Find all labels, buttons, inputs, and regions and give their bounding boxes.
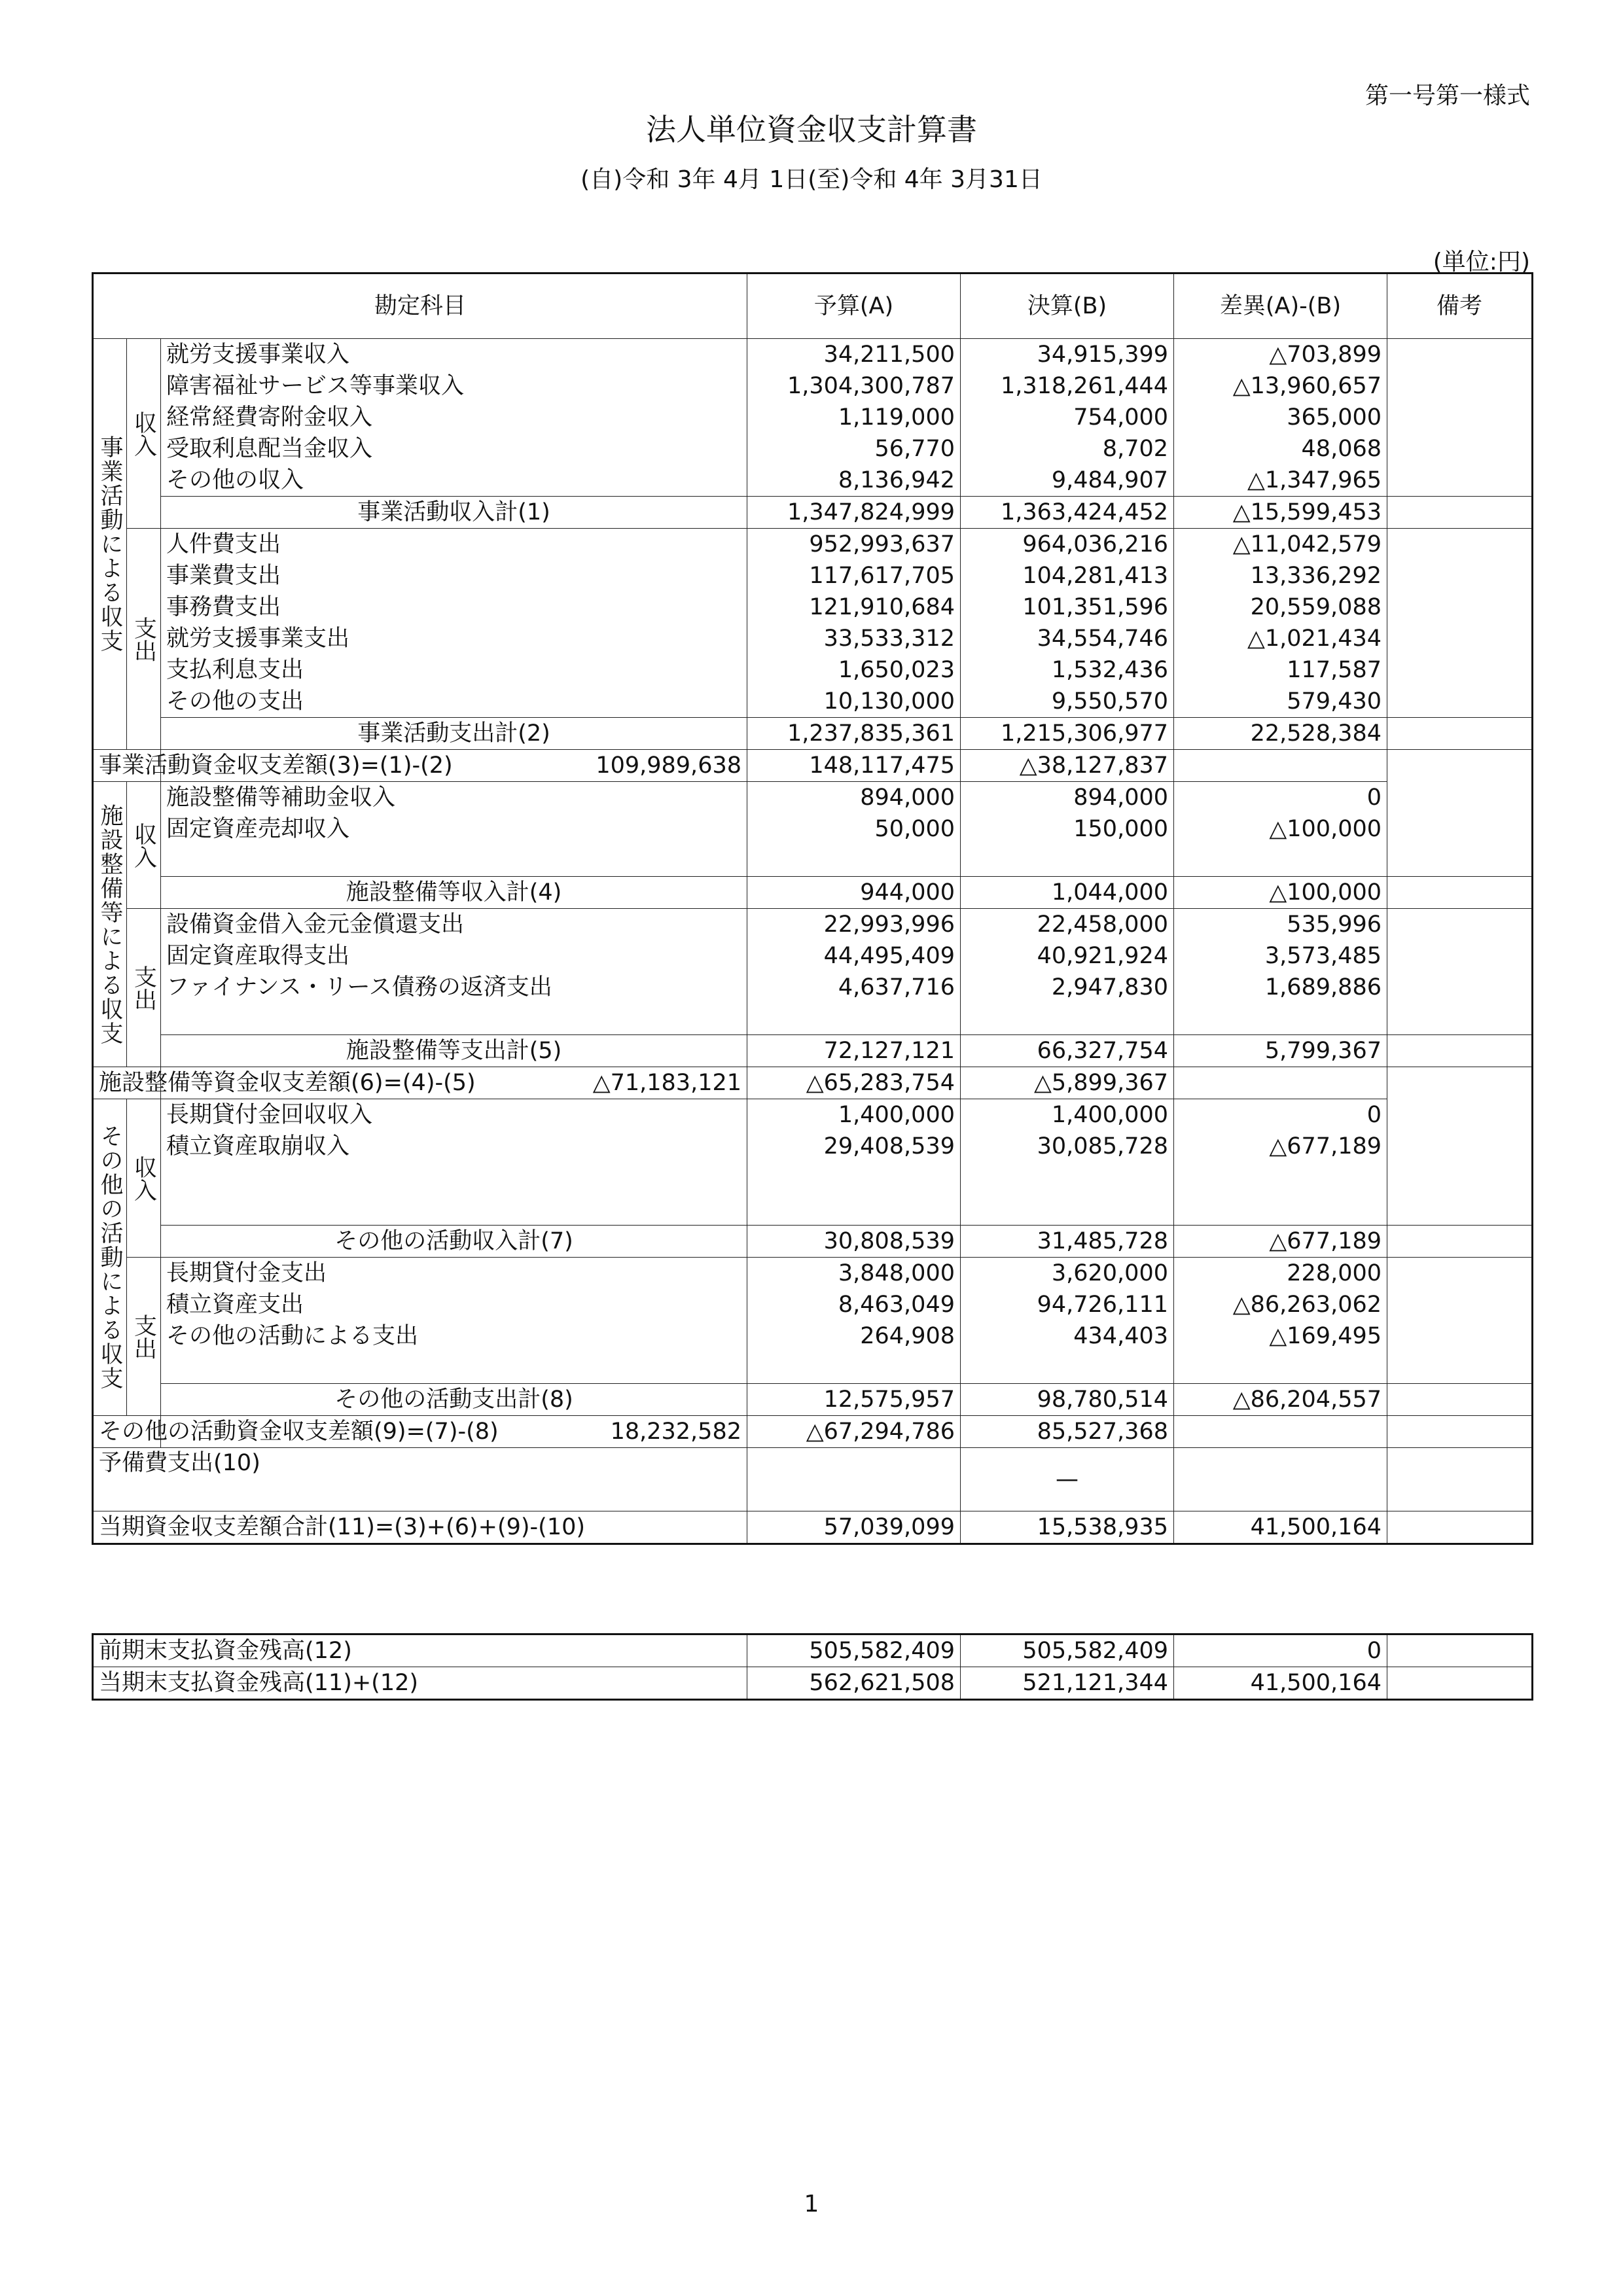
actual-cell: 3,620,000 [961,1258,1174,1290]
actual-cell: 434,403 [961,1320,1174,1352]
account-name [161,1352,747,1384]
account-name: 積立資産支出 [161,1289,747,1320]
remarks-cell [1387,1162,1533,1193]
difference-row [93,1416,1533,1448]
cash-flow-table [92,272,1533,1545]
account-name: 事務費支出 [161,592,747,623]
balance-label: 当期末支払資金残高(11)+(12) [93,1667,747,1700]
expense-label: 支出 [127,909,161,1067]
balance-table [92,1633,1533,1701]
remarks-cell [1387,1634,1533,1667]
actual-cell: 9,484,907 [961,465,1174,497]
subtotal-label: 事業活動収入計(1) [161,497,747,529]
table-row [93,1320,1533,1352]
remarks-cell [1387,686,1533,718]
account-name: その他の支出 [161,686,747,718]
account-name: ファイナンス・リース債務の返済支出 [161,972,747,1003]
remarks-cell [1387,1511,1533,1544]
variance-cell: 0 [1174,1099,1387,1131]
header-account: 勘定科目 [93,274,747,339]
blank-row [93,845,1533,877]
variance-cell: 579,430 [1174,686,1387,718]
actual-cell: 150,000 [961,813,1174,845]
remarks-cell [1387,592,1533,623]
budget-cell: 30,808,539 [747,1226,961,1258]
budget-cell [747,845,961,877]
budget-cell: 1,119,000 [747,402,961,433]
account-name [161,845,747,877]
balance-row [93,1667,1533,1700]
table-row [93,1099,1533,1131]
actual-cell: 101,351,596 [961,592,1174,623]
remarks-cell [1174,1416,1387,1448]
actual-cell [961,1352,1174,1384]
actual-cell: 754,000 [961,402,1174,433]
remarks-cell [1387,339,1533,371]
budget-cell: 56,770 [747,433,961,465]
variance-cell: △1,021,434 [1174,623,1387,654]
variance-cell [1174,1162,1387,1193]
remarks-cell [1387,813,1533,845]
document-title: 法人単位資金収支計算書 [646,112,977,147]
variance-cell: 5,799,367 [1174,1035,1387,1067]
subtotal-row [93,1226,1533,1258]
income-label: 収入 [127,782,161,909]
budget-cell: 10,130,000 [747,686,961,718]
table-row [93,686,1533,718]
blank-row [93,1162,1533,1193]
subtotal-label: その他の活動収入計(7) [161,1226,747,1258]
budget-cell: 1,400,000 [747,1099,961,1131]
actual-cell: 40,921,924 [961,940,1174,972]
table-row [93,813,1533,845]
variance-cell: △703,899 [1174,339,1387,371]
remarks-cell [1174,750,1387,782]
budget-cell [747,1448,961,1511]
budget-cell: 944,000 [747,877,961,909]
period-total-row [93,1511,1533,1544]
remarks-cell [1174,1067,1387,1099]
actual-cell: 22,458,000 [961,909,1174,941]
table-row [93,782,1533,814]
table-row [93,1258,1533,1290]
difference-label: その他の活動資金収支差額(9)=(7)-(8) [93,1416,161,1448]
remarks-cell [1387,560,1533,592]
variance-cell: △15,599,453 [1174,497,1387,529]
budget-cell [747,1352,961,1384]
actual-cell: 1,532,436 [961,654,1174,686]
subtotal-row [93,718,1533,750]
actual-cell: — [961,1448,1174,1511]
actual-cell: 2,947,830 [961,972,1174,1003]
remarks-cell [1387,370,1533,402]
actual-cell: 31,485,728 [961,1226,1174,1258]
table-row [93,972,1533,1003]
remarks-cell [1387,529,1533,561]
variance-cell [1174,1193,1387,1226]
account-name: 長期貸付金支出 [161,1258,747,1290]
remarks-cell [1387,877,1533,909]
account-name: 就労支援事業収入 [161,339,747,371]
account-name [161,1162,747,1193]
variance-cell [1174,1448,1387,1511]
fiscal-period: (自)令和 3年 4月 1日(至)令和 4年 3月31日 [580,166,1043,193]
remarks-cell [1387,1352,1533,1384]
header-variance: 差異(A)-(B) [1174,274,1387,339]
account-name: 固定資産売却収入 [161,813,747,845]
actual-cell [961,845,1174,877]
account-name [161,1003,747,1035]
remarks-cell [1387,1131,1533,1162]
budget-cell: 264,908 [747,1320,961,1352]
account-name: 固定資産取得支出 [161,940,747,972]
budget-cell: 57,039,099 [747,1511,961,1544]
page-number: 1 [804,2191,819,2217]
difference-label: 事業活動資金収支差額(3)=(1)-(2) [93,750,161,782]
remarks-cell [1387,1226,1533,1258]
account-name: その他の収入 [161,465,747,497]
table-row [93,592,1533,623]
account-name: 積立資産取崩収入 [161,1131,747,1162]
variance-cell: 228,000 [1174,1258,1387,1290]
variance-cell: △677,189 [1174,1131,1387,1162]
budget-cell: 8,463,049 [747,1289,961,1320]
budget-cell: △71,183,121 [161,1067,747,1099]
table-row [93,623,1533,654]
table-row [93,1131,1533,1162]
remarks-cell [1387,909,1533,941]
remarks-cell [1387,1099,1533,1131]
budget-cell: 1,237,835,361 [747,718,961,750]
table-row [93,370,1533,402]
blank-row [93,1352,1533,1384]
actual-cell: 505,582,409 [961,1634,1174,1667]
remarks-cell [1387,497,1533,529]
variance-cell: 1,689,886 [1174,972,1387,1003]
remarks-cell [1387,972,1533,1003]
remarks-cell [1387,1667,1533,1700]
variance-cell: 13,336,292 [1174,560,1387,592]
actual-cell: 1,363,424,452 [961,497,1174,529]
period-total-label: 当期資金収支差額合計(11)=(3)+(6)+(9)-(10) [93,1511,747,1544]
actual-cell: 148,117,475 [747,750,961,782]
variance-cell: 41,500,164 [1174,1667,1387,1700]
budget-cell: 8,136,942 [747,465,961,497]
subtotal-row [93,877,1533,909]
variance-cell: △1,347,965 [1174,465,1387,497]
subtotal-row [93,497,1533,529]
account-name: 設備資金借入金元金償還支出 [161,909,747,941]
blank-row [93,1193,1533,1226]
actual-cell [961,1193,1174,1226]
variance-cell: △86,204,557 [1174,1384,1387,1416]
blank-row [93,1003,1533,1035]
subtotal-label: 事業活動支出計(2) [161,718,747,750]
remarks-cell [1387,623,1533,654]
budget-cell: 72,127,121 [747,1035,961,1067]
difference-row [93,750,1533,782]
budget-cell: 894,000 [747,782,961,814]
remarks-cell [1387,1448,1533,1511]
remarks-cell [1387,1003,1533,1035]
remarks-cell [1387,940,1533,972]
difference-row [93,1067,1533,1099]
account-name [161,1193,747,1226]
actual-cell: 1,215,306,977 [961,718,1174,750]
budget-cell: 505,582,409 [747,1634,961,1667]
account-name: 人件費支出 [161,529,747,561]
variance-cell: △38,127,837 [961,750,1174,782]
variance-cell: 20,559,088 [1174,592,1387,623]
table-row [93,529,1533,561]
account-name: 施設整備等補助金収入 [161,782,747,814]
variance-cell: 41,500,164 [1174,1511,1387,1544]
variance-cell: △169,495 [1174,1320,1387,1352]
variance-cell: 535,996 [1174,909,1387,941]
remarks-cell [1387,1289,1533,1320]
budget-cell [747,1003,961,1035]
budget-cell: 562,621,508 [747,1667,961,1700]
remarks-cell [1387,1320,1533,1352]
header-actual: 決算(B) [961,274,1174,339]
budget-cell: 1,304,300,787 [747,370,961,402]
account-name: 支払利息支出 [161,654,747,686]
remarks-cell [1387,1258,1533,1290]
variance-cell: △677,189 [1174,1226,1387,1258]
section-label: 施設整備等による収支 [93,782,127,1067]
table-row [93,909,1533,941]
actual-cell: 1,044,000 [961,877,1174,909]
budget-cell: 18,232,582 [161,1416,747,1448]
variance-cell: △11,042,579 [1174,529,1387,561]
section-label: その他の活動による収支 [93,1099,127,1416]
account-name: その他の活動による支出 [161,1320,747,1352]
header-row [93,274,1533,339]
header-remarks: 備考 [1387,274,1533,339]
remarks-cell [1387,718,1533,750]
table-row [93,433,1533,465]
subtotal-label: 施設整備等支出計(5) [161,1035,747,1067]
actual-cell: 964,036,216 [961,529,1174,561]
variance-cell: △13,960,657 [1174,370,1387,402]
budget-cell: 22,993,996 [747,909,961,941]
actual-cell: 521,121,344 [961,1667,1174,1700]
table-row [93,654,1533,686]
actual-cell: 9,550,570 [961,686,1174,718]
actual-cell: △67,294,786 [747,1416,961,1448]
actual-cell: △65,283,754 [747,1067,961,1099]
variance-cell: 48,068 [1174,433,1387,465]
balance-row [93,1634,1533,1667]
table-row [93,339,1533,371]
income-label: 収入 [127,1099,161,1258]
variance-cell: 365,000 [1174,402,1387,433]
budget-cell: 4,637,716 [747,972,961,1003]
budget-cell [747,1162,961,1193]
budget-cell [747,1193,961,1226]
variance-cell: △5,899,367 [961,1067,1174,1099]
variance-cell: 0 [1174,782,1387,814]
variance-cell: 0 [1174,1634,1387,1667]
variance-cell: 3,573,485 [1174,940,1387,972]
subtotal-label: その他の活動支出計(8) [161,1384,747,1416]
budget-cell: 3,848,000 [747,1258,961,1290]
variance-cell: 85,527,368 [961,1416,1174,1448]
table-row [93,940,1533,972]
account-name: 就労支援事業支出 [161,623,747,654]
actual-cell [961,1003,1174,1035]
actual-cell: 1,318,261,444 [961,370,1174,402]
remarks-cell [1387,402,1533,433]
budget-cell: 50,000 [747,813,961,845]
budget-cell: 33,533,312 [747,623,961,654]
budget-cell: 1,347,824,999 [747,497,961,529]
actual-cell: 15,538,935 [961,1511,1174,1544]
remarks-cell [1387,465,1533,497]
actual-cell [961,1162,1174,1193]
income-label: 収入 [127,339,161,529]
variance-cell: △100,000 [1174,877,1387,909]
account-name: 受取利息配当金収入 [161,433,747,465]
table-row [93,402,1533,433]
subtotal-label: 施設整備等収入計(4) [161,877,747,909]
subtotal-row [93,1384,1533,1416]
remarks-cell [1387,1384,1533,1416]
actual-cell: 30,085,728 [961,1131,1174,1162]
account-name: 障害福祉サービス等事業収入 [161,370,747,402]
actual-cell: 1,400,000 [961,1099,1174,1131]
budget-cell: 44,495,409 [747,940,961,972]
account-name: 経常経費寄附金収入 [161,402,747,433]
table-row [93,1289,1533,1320]
budget-cell: 29,408,539 [747,1131,961,1162]
table-row [93,465,1533,497]
budget-cell: 117,617,705 [747,560,961,592]
variance-cell: △86,263,062 [1174,1289,1387,1320]
variance-cell [1174,845,1387,877]
table-row [93,560,1533,592]
remarks-cell [1387,654,1533,686]
budget-cell: 12,575,957 [747,1384,961,1416]
actual-cell: 66,327,754 [961,1035,1174,1067]
actual-cell: 8,702 [961,433,1174,465]
remarks-cell [1387,1193,1533,1226]
actual-cell: 34,554,746 [961,623,1174,654]
reserve-label: 予備費支出(10) [93,1448,747,1511]
account-name: 事業費支出 [161,560,747,592]
expense-label: 支出 [127,1258,161,1416]
unit-label: (単位:円) [1433,249,1530,275]
remarks-cell [1387,845,1533,877]
variance-cell [1174,1003,1387,1035]
variance-cell [1174,1352,1387,1384]
form-number: 第一号第一様式 [1364,82,1530,109]
actual-cell: 94,726,111 [961,1289,1174,1320]
reserve-row [93,1448,1533,1511]
budget-cell: 952,993,637 [747,529,961,561]
actual-cell: 104,281,413 [961,560,1174,592]
account-name: 長期貸付金回収収入 [161,1099,747,1131]
budget-cell: 109,989,638 [161,750,747,782]
remarks-cell [1387,433,1533,465]
expense-label: 支出 [127,529,161,750]
difference-label: 施設整備等資金収支差額(6)=(4)-(5) [93,1067,161,1099]
budget-cell: 121,910,684 [747,592,961,623]
budget-cell: 1,650,023 [747,654,961,686]
variance-cell: 117,587 [1174,654,1387,686]
actual-cell: 34,915,399 [961,339,1174,371]
balance-label: 前期末支払資金残高(12) [93,1634,747,1667]
variance-cell: 22,528,384 [1174,718,1387,750]
header-budget: 予算(A) [747,274,961,339]
variance-cell: △100,000 [1174,813,1387,845]
section-label: 事業活動による収支 [93,339,127,750]
subtotal-row [93,1035,1533,1067]
budget-cell: 34,211,500 [747,339,961,371]
actual-cell: 98,780,514 [961,1384,1174,1416]
actual-cell: 894,000 [961,782,1174,814]
remarks-cell [1387,782,1533,814]
remarks-cell [1387,1035,1533,1067]
